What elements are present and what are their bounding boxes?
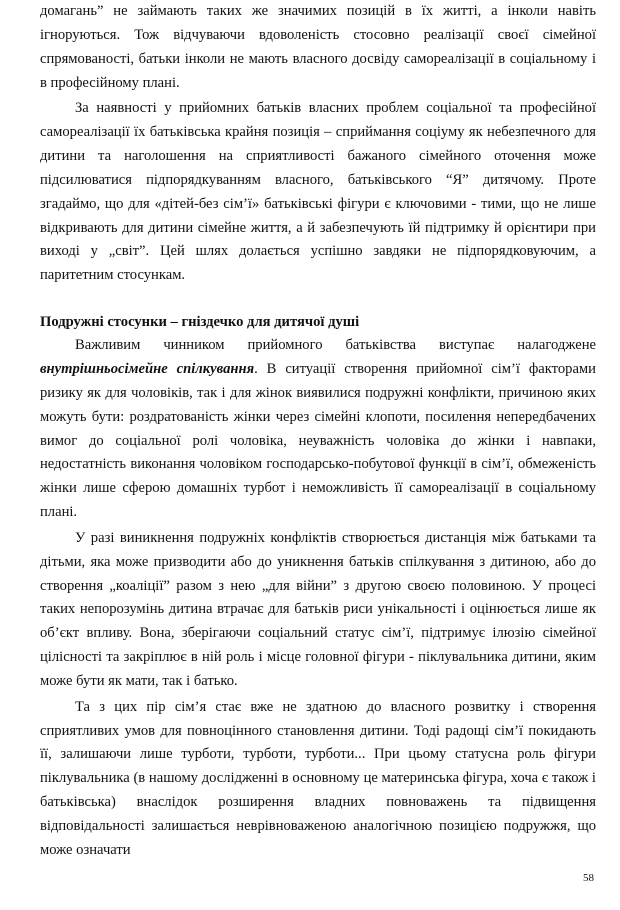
paragraph-5: Та з цих пір сім’я стає вже не здатною до власного розвитку і створення сприятливих умов для повноцінного становлення дитини. Тоді радощі сім’ї покидають її, залишаючи лише турботи, турботи, турботи... При цьому статусна роль фігури піклувальника (в нашому дослідженні в основному це материнська фігура, хоча є також і батьківська) внаслідок розширення владних повноважень та підвищення відповідальності залишається неврівноваженою аналогічною позицією подружжя, що може означати bbox=[40, 698, 596, 858]
paragraph-3 bbox=[40, 334, 596, 525]
document-page bbox=[40, 0, 596, 863]
section-gap bbox=[40, 288, 596, 310]
paragraph-1: домагань” не займають таких же значимих позицій в їх житті, а інколи навіть ігноруються. Тож відчуваючи вдоволеність стосовно реалізації своєї сімейної спрямованості, батьки інколи не мають власного досвіду самореалізації в соціальному і в професійному плані. bbox=[40, 3, 596, 91]
paragraph-3-emphasis: внутрішньосімейне спілкування bbox=[40, 360, 255, 377]
paragraph-3-lead: Важливим чинником прийомного батьківства виступає налагоджене bbox=[75, 337, 596, 354]
paragraph-2: За наявності у прийомних батьків власних проблем соціальної та професійної самореалізації їх батьківська крайня позиція – сприймання соціуму як небезпечного для дитини та наголошення на сприятливості бажаного сімейного оточення може підсилюватися підпорядкуванням власного, батьківського “Я” дитячому. Проте згадаймо, що для «дітей-без сім’ї» батьківські фігури є ключовими - тими, що не лише відкривають для дитини сімейне життя, а й забезпечують їй підтримку й орієнтири при виході у „світ”. Цей шлях долається успішно завдяки не підпорядковуючим, а паритетним стосункам. bbox=[40, 100, 596, 284]
paragraph-3-rest: . В ситуації створення прийомної сім’ї факторами ризику як для чоловіків, так і для жінок виявилися подружні конфлікти, причиною яких можуть бути: роздратованість жінки через сімейні клопоти, посилення непередбачених вимог до соціальної ролі чоловіка, неуважність чоловіка до жінки і навпаки, недостатність виконання чоловіком господарсько-побутової функції в сім’ї, обмеженість жінки лише сферою домашніх турбот і неможливість її самореалізації в соціальному плані. bbox=[40, 360, 596, 521]
paragraph-4: У разі виникнення подружніх конфліктів створюється дистанція між батьками та дітьми, яка може призводити або до уникнення батьків спілкування з дитиною, або до створення „коаліції” разом з нею „для війни” з другою своєю половиною. У процесі таких непорозумінь дитина втрачає для батьків риси унікальності і оцінюється лише як об’єкт впливу. Вона, зберігаючи соціальний статус сім’ї, підтримує ілюзію сімейної цілісності та закріплює в ній роль і місце головної фігури - піклувальника дитини, яким може бути як мати, так і батько. bbox=[40, 529, 596, 689]
section-heading: Подружні стосунки – гніздечко для дитячої душі bbox=[40, 314, 360, 331]
page-number: 58 bbox=[583, 872, 594, 884]
